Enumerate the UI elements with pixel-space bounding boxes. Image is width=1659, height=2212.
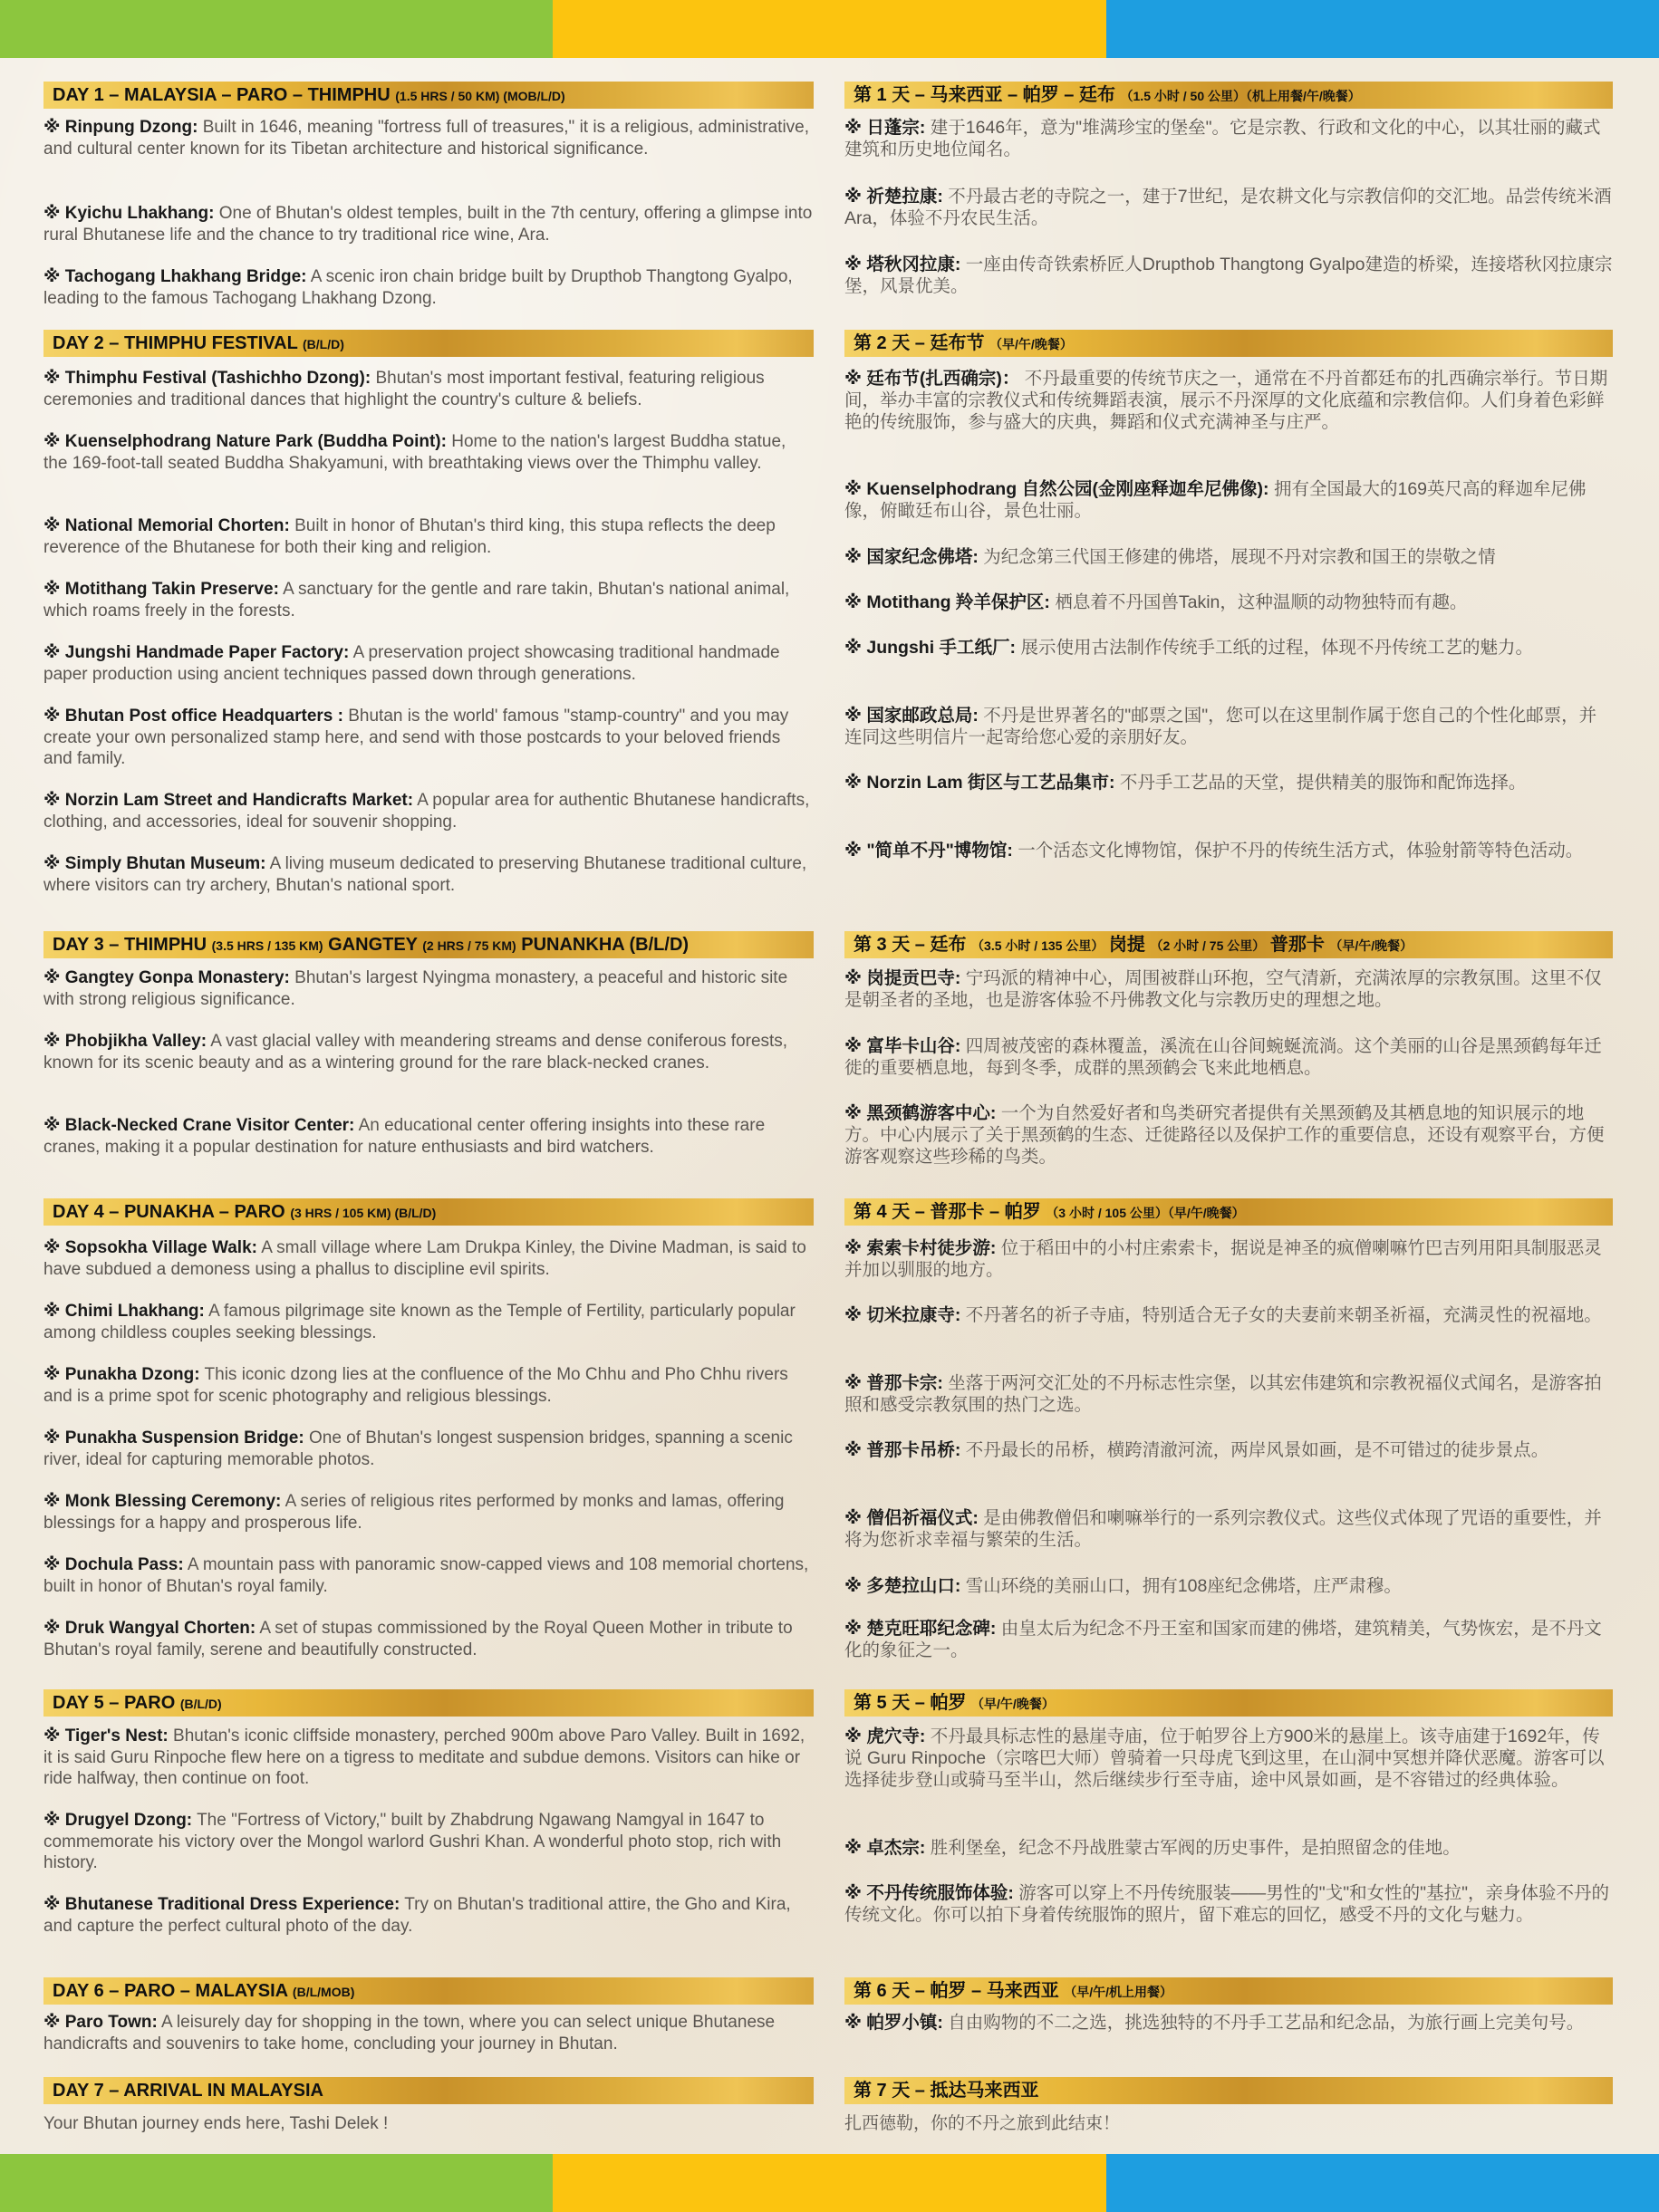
day-1-item-kyichu: ※ Kyichu Lhakhang: One of Bhutan's oldest temples, built in the 7th century, offering a glimpse into rural Bhutanese life and the chance to try traditional rice wine, Ara. [43, 204, 813, 245]
day-4-item-monk-blessing-cn: ※ 僧侣祈福仪式: 是由佛教僧侣和喇嘛举行的一系列宗教仪式。这些仪式体现了咒语的重要性，并将为您祈求幸福与繁荣的生活。 [844, 1508, 1602, 1550]
day-3-item-crane-center-cn: ※ 黑颈鹤游客中心: 一个为自然爱好者和鸟类研究者提供有关黑颈鹤及其栖息地的知识展示的地方。中心内展示了关于黑颈鹤的生态、迁徙路径以及保护工作的重要信息，还设有观察平台，方便游客观察这些珍稀的鸟类。 [844, 1103, 1605, 1167]
day-3-header: DAY 3 – THIMPHU (3.5 HRS / 135 KM) GANGTEY (2 HRS / 75 KM) PUNANKHA (B/L/D) [43, 931, 814, 958]
day-3-header-cn: 第 3 天 – 廷布 （3.5 小时 / 135 公里） 岗提 （2 小时 / 75 公里） 普那卡 （早/午/晚餐） [844, 931, 1613, 958]
day-5-item-dress-experience-cn: ※ 不丹传统服饰体验: 游客可以穿上不丹传统服装——男性的"戈"和女性的"基拉"，亲身体验不丹的传统文化。你可以拍下身着传统服饰的照片，留下难忘的回忆，感受不丹的文化与魅力。 [844, 1883, 1609, 1925]
day-2-item-simply-bhutan: ※ Simply Bhutan Museum: A living museum dedicated to preserving Bhutanese traditional culture, where visitors can try archery, Bhutan's national sport. [43, 854, 807, 895]
day-4-item-suspension-bridge: ※ Punakha Suspension Bridge: One of Bhutan's longest suspension bridges, spanning a scenic river, ideal for capturing memorable photos. [43, 1428, 793, 1469]
day-2-item-paper-factory-cn: ※ Jungshi 手工纸厂: 展示使用古法制作传统手工纸的过程，体现不丹传统工艺的魅力。 [844, 638, 1533, 658]
day-4-item-chimi: ※ Chimi Lhakhang: A famous pilgrimage site known as the Temple of Fertility, particularly popular among childless couples seeking blessings. [43, 1302, 796, 1342]
day-5-item-dress-experience: ※ Bhutanese Traditional Dress Experience: Try on Bhutan's traditional attire, the Gho and Kira, and capture the perfect cultural photo of the day. [43, 1895, 791, 1936]
day-1-header-cn: 第 1 天 – 马来西亚 – 帕罗 – 廷布 （1.5 小时 / 50 公里）（机上用餐/午/晚餐） [844, 82, 1613, 109]
day-2-header: DAY 2 – THIMPHU FESTIVAL (B/L/D) [43, 330, 814, 357]
day-7-farewell-text-cn: 扎西德勒，你的不丹之旅到此结束！ [844, 2114, 1121, 2133]
day-2-item-memorial-chorten: ※ National Memorial Chorten: Built in honor of Bhutan's third king, this stupa reflects the deep reverence of the Bhutanese for both their king and religion. [43, 516, 776, 557]
day-4-item-suspension-bridge-cn: ※ 普那卡吊桥: 不丹最长的吊桥，横跨清澈河流，两岸风景如画，是不可错过的徒步景点。 [844, 1440, 1549, 1460]
top-color-band [0, 0, 1659, 58]
day-4-item-druk-wangyal-cn: ※ 楚克旺耶纪念碑: 由皇太后为纪念不丹王室和国家而建的佛塔，建筑精美，气势恢宏，是不丹文化的象征之一。 [844, 1619, 1602, 1660]
day-2-item-festival-cn: ※ 廷布节(扎西确宗)： 不丹最重要的传统节庆之一，通常在不丹首都廷布的扎西确宗举行。节日期间，举办丰富的宗教仪式和传统舞蹈表演，展示不丹深厚的文化底蕴和宗教信仰。人们身着色彩鲜艳的传统服饰，参与盛大的庆典，舞蹈和仪式充满神圣与庄严。 [844, 369, 1608, 432]
day-1-item-rinpung: ※ Rinpung Dzong: Built in 1646, meaning "fortress full of treasures," it is a religious, administrative, and cultural center known for its Tibetan architecture and historical significance. [43, 118, 810, 159]
day-1-item-rinpung-cn: ※ 日蓬宗: 建于1646年，意为"堆满珍宝的堡垒"。它是宗教、行政和文化的中心，以其壮丽的藏式建筑和历史地位闻名。 [844, 118, 1601, 159]
day-1-item-tachogang-cn: ※ 塔秋冈拉康: 一座由传奇铁索桥匠人Drupthob Thangtong Gyalpo建造的桥梁，连接塔秋冈拉康宗堡，风景优美。 [844, 255, 1613, 296]
day-1-item-kyichu-cn: ※ 祈楚拉康: 不丹最古老的寺院之一，建于7世纪，是农耕文化与宗教信仰的交汇地。品尝传统米酒Ara，体验不丹农民生活。 [844, 187, 1612, 228]
day-7-header: DAY 7 – ARRIVAL IN MALAYSIA [43, 2077, 814, 2104]
day-2-item-norzin-lam-cn: ※ Norzin Lam 街区与工艺品集市: 不丹手工艺品的天堂，提供精美的服饰和配饰选择。 [844, 773, 1527, 793]
day-2-item-post-office: ※ Bhutan Post office Headquarters : Bhutan is the world' famous "stamp-country" and you may create your own personalized stamp here, and send with those postcards to your beloved friends and family. [43, 707, 789, 768]
day-4-header: DAY 4 – PUNAKHA – PARO (3 HRS / 105 KM) (B/L/D) [43, 1198, 814, 1226]
day-4-item-sopsokha: ※ Sopsokha Village Walk: A small village where Lam Drukpa Kinley, the Divine Madman, is said to have subdued a demoness using a phallus to discipline evil spirits. [43, 1238, 806, 1279]
day-3-item-gangtey-cn: ※ 岗提贡巴寺: 宁玛派的精神中心，周围被群山环抱，空气清新，充满浓厚的宗教氛围。这里不仅是朝圣者的圣地，也是游客体验不丹佛教文化与宗教历史的理想之地。 [844, 968, 1602, 1010]
day-4-item-dochula-cn: ※ 多楚拉山口: 雪山环绕的美丽山口，拥有108座纪念佛塔，庄严肃穆。 [844, 1576, 1402, 1596]
day-6-item-paro-town-cn: ※ 帕罗小镇: 自由购物的不二之选，挑选独特的不丹手工艺品和纪念品，为旅行画上完美句号。 [844, 2013, 1585, 2033]
day-1-header: DAY 1 – MALAYSIA – PARO – THIMPHU (1.5 HRS / 50 KM) (MOB/L/D) [43, 82, 814, 109]
day-2-item-paper-factory: ※ Jungshi Handmade Paper Factory: A preservation project showcasing traditional handmade paper production using ancient techniques passed down through generations. [43, 643, 780, 684]
day-3-item-phobjikha-cn: ※ 富毕卡山谷: 四周被茂密的森林覆盖，溪流在山谷间蜿蜒流淌。这个美丽的山谷是黑颈鹤每年迁徙的重要栖息地，每到冬季，成群的黑颈鹤会飞来此地栖息。 [844, 1036, 1602, 1078]
day-6-item-paro-town: ※ Paro Town: A leisurely day for shopping in the town, where you can select unique Bhutanese handicrafts and souvenirs to take home, concluding your journey in Bhutan. [43, 2013, 776, 2053]
day-4-item-punakha-dzong: ※ Punakha Dzong: This iconic dzong lies at the confluence of the Mo Chhu and Pho Chhu rivers and is a prime spot for scenic photography and religious blessings. [43, 1365, 788, 1406]
day-7-farewell-text: Your Bhutan journey ends here, Tashi Delek ! [43, 2114, 389, 2133]
day-1-item-tachogang: ※ Tachogang Lhakhang Bridge: A scenic iron chain bridge built by Drupthob Thangtong Gyalpo, leading to the famous Tachogang Lhakhang Dzong. [43, 267, 793, 308]
day-2-item-kuenselphodrang-cn: ※ Kuenselphodrang 自然公园(金刚座释迦牟尼佛像): 拥有全国最大的169英尺高的释迦牟尼佛像，俯瞰廷布山谷，景色壮丽。 [844, 479, 1587, 521]
day-4-item-druk-wangyal: ※ Druk Wangyal Chorten: A set of stupas commissioned by the Royal Queen Mother in tribute to Bhutan's royal family, serene and beautifully constructed. [43, 1619, 793, 1659]
day-2-item-post-office-cn: ※ 国家邮政总局: 不丹是世界著名的"邮票之国"，您可以在这里制作属于您自己的个性化邮票，并连同这些明信片一起寄给您心爱的亲朋好友。 [844, 706, 1597, 747]
day-5-item-drugyel: ※ Drugyel Dzong: The "Fortress of Victory," built by Zhabdrung Ngawang Namgyal in 1647 to commemorate his victory over the Mongol warlord Gushri Khan. A wonderful photo stop, rich with history. [43, 1811, 782, 1872]
day-4-item-punakha-dzong-cn: ※ 普那卡宗: 坐落于两河交汇处的不丹标志性宗堡，以其宏伟建筑和宗教祝福仪式闻名，是游客拍照和感受宗教氛围的热门之选。 [844, 1373, 1602, 1415]
day-2-item-simply-bhutan-cn: ※ "简单不丹"博物馆: 一个活态文化博物馆，保护不丹的传统生活方式，体验射箭等特色活动。 [844, 841, 1584, 861]
day-4-item-sopsokha-cn: ※ 索索卡村徒步游: 位于稻田中的小村庄索索卡，据说是神圣的疯僧喇嘛竹巴吉列用阳具制服恶灵并加以驯服的地方。 [844, 1238, 1602, 1280]
bottom-color-band [0, 2154, 1659, 2212]
day-5-header-cn: 第 5 天 – 帕罗 （早/午/晚餐） [844, 1689, 1613, 1717]
day-4-item-dochula: ※ Dochula Pass: A mountain pass with panoramic snow-capped views and 108 memorial chortens, built in honor of Bhutan's royal family. [43, 1555, 809, 1596]
day-5-header: DAY 5 – PARO (B/L/D) [43, 1689, 814, 1717]
day-2-header-cn: 第 2 天 – 廷布节 （早/午/晚餐） [844, 330, 1613, 357]
day-2-item-takin: ※ Motithang Takin Preserve: A sanctuary for the gentle and rare takin, Bhutan's national animal, which roams freely in the forests. [43, 580, 790, 620]
day-3-item-crane-center: ※ Black-Necked Crane Visitor Center: An educational center offering insights into these rare cranes, making it a popular destination for nature enthusiasts and bird watchers. [43, 1116, 766, 1157]
day-2-item-festival: ※ Thimphu Festival (Tashichho Dzong): Bhutan's most important festival, featuring religious ceremonies and traditional dances that highlight the country's culture & beliefs. [43, 369, 765, 409]
day-6-header: DAY 6 – PARO – MALAYSIA (B/L/MOB) [43, 1977, 814, 2005]
day-4-item-monk-blessing: ※ Monk Blessing Ceremony: A series of religious rites performed by monks and lamas, offering blessings for a happy and prosperous life. [43, 1492, 785, 1533]
day-3-item-gangtey: ※ Gangtey Gonpa Monastery: Bhutan's largest Nyingma monastery, a peaceful and historic site with strong religious significance. [43, 968, 788, 1009]
day-2-item-kuenselphodrang: ※ Kuenselphodrang Nature Park (Buddha Point): Home to the nation's largest Buddha statue, the 169-foot-tall seated Buddha Shakyamuni, with breathtaking views over the Thimphu valley. [43, 432, 786, 473]
day-4-header-cn: 第 4 天 – 普那卡 – 帕罗 （3 小时 / 105 公里）（早/午/晚餐） [844, 1198, 1613, 1226]
day-5-item-drugyel-cn: ※ 卓杰宗: 胜利堡垒，纪念不丹战胜蒙古军阀的历史事件，是拍照留念的佳地。 [844, 1838, 1461, 1858]
day-4-item-chimi-cn: ※ 切米拉康寺: 不丹著名的祈子寺庙，特别适合无子女的夫妻前来朝圣祈福，充满灵性的祝福地。 [844, 1305, 1602, 1325]
day-7-header-cn: 第 7 天 – 抵达马来西亚 [844, 2077, 1613, 2104]
day-2-item-memorial-chorten-cn: ※ 国家纪念佛塔: 为纪念第三代国王修建的佛塔，展现不丹对宗教和国王的崇敬之情 [844, 547, 1496, 567]
day-6-header-cn: 第 6 天 – 帕罗 – 马来西亚 （早/午/机上用餐） [844, 1977, 1613, 2005]
day-5-item-tigers-nest: ※ Tiger's Nest: Bhutan's iconic cliffside monastery, perched 900m above Paro Valley. Built in 1692, it is said Guru Rinpoche flew here on a tigress to meditate and subdue demons. Visitors can hike or ride halfway, then continue on foot. [43, 1726, 805, 1788]
day-2-item-norzin-lam: ※ Norzin Lam Street and Handicrafts Market: A popular area for authentic Bhutanese handicrafts, clothing, and accessories, ideal for souvenir shopping. [43, 791, 810, 832]
day-5-item-tigers-nest-cn: ※ 虎穴寺: 不丹最具标志性的悬崖寺庙，位于帕罗谷上方900米的悬崖上。该寺庙建于1692年，传说 Guru Rinpoche（宗喀巴大师）曾骑着一只母虎飞到这里，在山洞中冥想并降伏恶魔。游客可以选择徒步登山或骑马至半山，然后继续步行至寺庙，途中风景如画，是不容错过的经典体验。 [844, 1726, 1605, 1790]
day-3-item-phobjikha: ※ Phobjikha Valley: A vast glacial valley with meandering streams and dense coniferous forests, known for its scenic beauty and as a wintering ground for the rare black-necked cranes. [43, 1032, 788, 1072]
day-2-item-takin-cn: ※ Motithang 羚羊保护区: 栖息着不丹国兽Takin，这种温顺的动物独特而有趣。 [844, 592, 1468, 612]
